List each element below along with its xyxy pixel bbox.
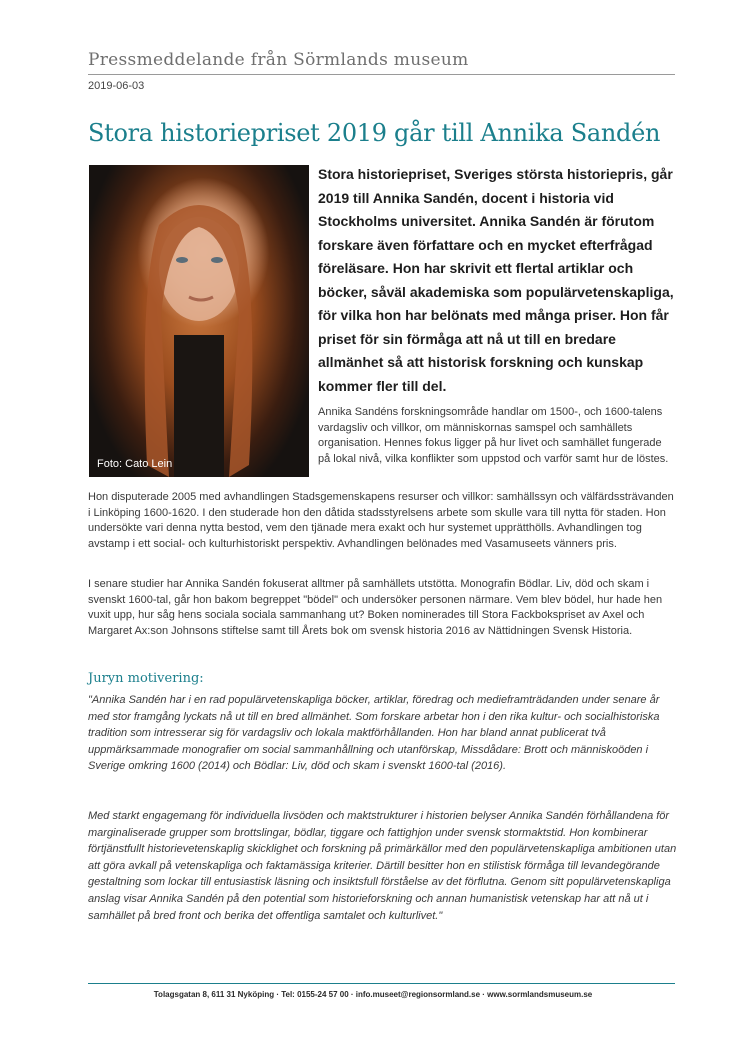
jury-quote-1: "Annika Sandén har i en rad populärvetenskapliga böcker, artiklar, föredrag och medieframträdanden under senare år med stor framgång lyckats nå ut till en bred allmänhet. Som forskare arbetar hon i den rika kultur- och socialhistoriska tradition som intresserar sig för vardagsliv och lokala maktförhållanden. Hon har bland annat publicerat två uppmärksammade monografier om social sammanhållning och utanförskap, Missdådare: Brott och människoöden i Sverige omkring 1600 (2014) och Bödlar: Liv, död och skam i svenskt 1600-tal (2016). bbox=[88, 694, 660, 773]
header-divider bbox=[88, 74, 675, 75]
portrait-photo bbox=[89, 165, 309, 477]
page-title: Stora historiepriset 2019 går till Annika Sandén bbox=[88, 119, 661, 147]
footer-contact: Tolagsgatan 8, 611 31 Nyköping · Tel: 0155-24 57 00 · info.museet@regionsormland.se · www.sormlandsmuseum.se bbox=[153, 990, 593, 999]
footer-divider bbox=[88, 983, 675, 984]
jury-heading: Juryn motivering: bbox=[88, 671, 204, 686]
body-paragraph-2: Hon disputerade 2005 med avhandlingen Stadsgemenskapens resurser och villkor: samhällssyn och välfärdssträvanden i Linköping 1600-1620. I den studerade hon den dåtida stadsstyrelsens arbete som skulle vara till nytta för staden. Hon undersökte vari denna nytta bestod, vem den tjänade mera exakt och hur systemet upprätthölls. Avhandlingen tog avstamp i ett social- och kulturhistoriskt perspektiv. Avhandlingen belönades med Vasamuseets vänners pris. bbox=[88, 491, 674, 550]
portrait-illustration bbox=[89, 165, 309, 477]
jury-quote-2: Med starkt engagemang för individuella livsöden och maktstrukturer i historien belyser Annika Sandén förhållandena för marginaliserade grupper som brottslingar, bödlar, tiggare och fattighjon under svensk stormaktstid. Hon kombinerar förtjänstfullt historievetenskaplig skicklighet och forskning på primärkällor med den populärvetenskapliga ambitionen utan att göra avkall på vetenskapliga och faktamässiga kriterier. Därtill besitter hon en stilistisk förmåga till levandegörande gestaltning som lockar till entusiastisk läsning och insiktsfull förståelse av det förflutna. Genom sitt populärvetenskapliga anslag visar Annika Sandén på den potential som historieforskning och annan humanistisk vetenskap har att nå ut i samhället på bred front och berika det offentliga samtalet och kulturlivet." bbox=[88, 810, 677, 922]
header-title: Pressmeddelande från Sörmlands museum bbox=[88, 50, 469, 70]
publish-date: 2019-06-03 bbox=[88, 80, 145, 92]
body-paragraph-1: Annika Sandéns forskningsområde handlar om 1500-, och 1600-talens vardagsliv och villkor, om människornas samspel och samhällets organisation. Hennes fokus ligger på hur livet och samhället fungerade på lokal nivå, vilka konflikter som uppstod och varför samt hur de löstes. bbox=[318, 406, 669, 465]
lead-paragraph: Stora historiepriset, Sveriges största historiepris, går 2019 till Annika Sandén, docent i historia vid Stockholms universitet. Annika Sandén är förutom forskare även författare och en mycket efterfrågad föreläsare. Hon har skrivit ett flertal artiklar och böcker, såväl akademiska som populärvetenskapliga, för vilka hon har belönats med många priser. Hon får priset för sin förmåga att nå ut till en bredare allmänhet så att historisk forskning och kunskap kommer fler till del. bbox=[318, 166, 674, 394]
body-paragraph-3: I senare studier har Annika Sandén fokuserat alltmer på samhällets utstötta. Monografin Bödlar. Liv, död och skam i svenskt 1600-tal, går hon bakom begreppet "bödel" och undersöker personen närmare. Vem blev bödel, hur hade hen vuxit upp, hur såg hens sociala sociala sammanhang ut? Boken nominerades till Stora Fackbokspriset av Axel och Margaret Ax:son Johnsons stiftelse samt till Årets bok om svensk historia 2016 av Nättidningen Svensk Historia. bbox=[88, 578, 663, 637]
photo-credit: Foto: Cato Lein bbox=[97, 458, 173, 470]
